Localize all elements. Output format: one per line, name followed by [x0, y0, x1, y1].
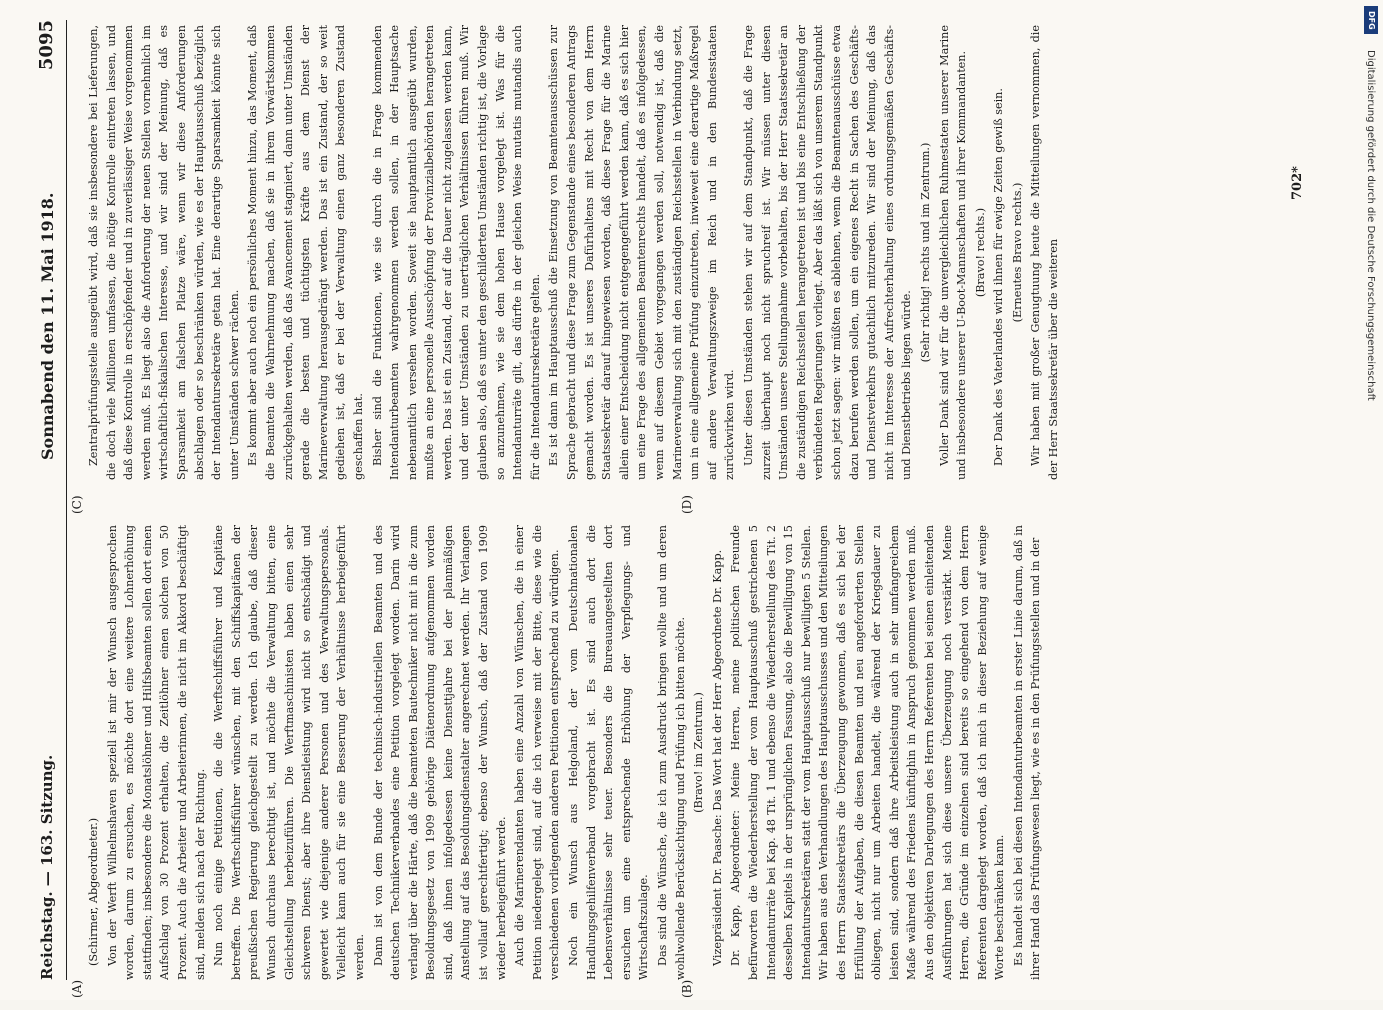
- paragraph: Noch ein Wunsch aus Helgoland, der vom Deutschnationalen Handlungsgehilfenverband vorgebracht ist. Es sind auch dort die Lebensverhältnisse sehr teuer. Besonders die Bureauangestellten dort ersuchen um eine entsprechende Erhöhung der Verpflegungs- und Wirtschaftszulage.: [567, 525, 651, 980]
- header-date: Sonnabend den 11. Mai 1918.: [38, 192, 57, 460]
- paragraph: Von der Werft Wilhelmshaven speziell ist mir der Wunsch ausgesprochen worden, darum zu ersuchen, es möchte dort eine weitere Lohnerhöhung stattfinden; insbesondere die Monatslöhner und Hilfsbeamten sollen dort einen Aufschlag von 30 Prozent erhalten, die Zeitlöhner einen solchen von 50 Prozent. Auch die Arbeiter und Arbeiterinnen, die nicht im Akkord beschäftigt sind, melden sich nach der Richtung.: [105, 525, 207, 980]
- paragraph: Auch die Marinerendanten haben eine Anzahl von Wünschen, die in einer Petition niedergelegt sind, auf die ich verweise mit der Bitte, diese wie die verschiedenen vorliegenden anderen Petitionen entsprechend zu würdigen.: [513, 525, 562, 980]
- paragraph: Wir haben mit großer Genugtuung heute die Mitteilungen vernommen, die der Herr Staatssekretär über die weiteren: [1029, 25, 1061, 480]
- interjection: (Bravo! rechts.): [973, 207, 987, 298]
- interjection: (Sehr richtig! rechts und im Zentrum.): [918, 142, 932, 363]
- paragraph: Der Dank des Vaterlandes wird ihnen für ewige Zeiten gewiß sein.: [992, 88, 1006, 466]
- paragraph: (Schirmer, Abgeordneter.): [87, 817, 100, 966]
- digitization-note-text: Digitalisierung gefördert durch die Deutsche Forschungsgemeinschaft: [1365, 50, 1376, 401]
- left-column: [85, 525, 1285, 980]
- paragraph: Dann ist von dem Bunde der technisch-industriellen Beamten und des deutschen Technikerverbandes eine Petition vorgelegt worden. Darin wird verlangt über die Härte, daß die beamteten Bautechniker nicht mit in die zum Besoldungsgesetz von 1909 gehörige Diätenordnung aufgenommen worden sind, daß ihnen infolgedessen keine Diensttjahre bei der planmäßigen Anstellung auf das Besoldungsdienstalter angerechnet werden. Ihr Verlangen ist vollauf gerechtfertigt; ebenso der Wunsch, daß der Zustand von 1909 wieder herbeigeführt werde.: [371, 525, 508, 980]
- paragraph: Nun noch einige Petitionen, die die Werftschiffsführer und Kapitäne betreffen. Die Werftschiffsführer wünschen, mit den Schiffskapitänen der preußischen Regierung gleichgestellt zu werden. Ich glaube, daß dieser Wunsch durchaus berechtigt ist, und möchte die Verwaltung bitten, eine Gleichstellung herbeizuführen. Die Werftmaschinisten haben einen sehr schweren Dienst; aber ihre Dienstleistung wird nicht so entschädigt und gewertet wie diejenige anderer Personen und des Verwaltungspersonals. Vielleicht kann auch für sie eine Besserung der Verhältnisse herbeigeführt werden.: [212, 525, 366, 980]
- header-page-number: 5095: [36, 20, 57, 71]
- interjection: (Bravo! im Zentrum.): [692, 692, 706, 813]
- digitization-note: [1358, 10, 1378, 990]
- paragraph: Vizepräsident Dr. Paasche: Das Wort hat der Herr Abgeordnete Dr. Kapp.: [710, 549, 724, 966]
- interjection: (Erneutes Bravo rechts.): [1010, 182, 1024, 323]
- margin-marker-a: (A): [70, 979, 84, 998]
- paragraph: Dr. Kapp, Abgeordneter: Meine Herren, meine politischen Freunde befürworten die Wiederherstellung der vom Hauptausschuß gestrichenen 5 Intendanturräte bei Kap. 48 Tit. 1 und ebenso die Wiederherstellung des Tit. 2 desselben Kapitels in der ursprünglichen Fassung, also die Bewilligung von 15 Intendantursekretären statt der vom Hauptausschuß nur bewilligten 5 Stellen. Wir haben aus den Verhandlungen des Hauptausschusses und den Mitteilungen des Herrn Staatssekretärs die Überzeugung gewonnen, daß es sich bei der Erfüllung der Aufgaben, die diesen Beamten und neu angeforderten Stellen obliegen, nicht nur um Arbeiten handelt, die während der Kriegsdauer zu leisten sind, sondern daß ihre Arbeitsleistung auch in sehr umfangreichem Maße während des Friedens künftighin in Anspruch genommen werden muß. Aus den objektiven Darlegungen des Herrn Referenten bei seinen einleitenden Ausführungen hat sich diese unsere Überzeugung noch verstärkt. Meine Herren, die Gründe im einzelnen sind bereits so eingehend von dem Herrn Referenten dargelegt worden, daß ich mich in dieser Beziehung auf wenige Worte beschränken kann.: [729, 525, 1007, 980]
- page-header: [30, 20, 70, 980]
- paragraph: Voller Dank sind wir für die unvergleichlichen Ruhmestaten unserer Marine und insbesondere unserer U-Boot-Mannschaften und ihrer Kommandanten.: [937, 25, 969, 480]
- paragraph: Das sind die Wünsche, die ich zum Ausdruck bringen wollte und um deren wohlwollende Berücksichtigung und Prüfung ich bitten möchte.: [656, 525, 687, 980]
- right-column: [85, 25, 1285, 480]
- header-session: Reichstag. — 163. Sitzung.: [38, 754, 56, 980]
- margin-marker-b: (B): [680, 979, 694, 998]
- header-rule: [66, 20, 67, 980]
- margin-marker-c: (C): [70, 495, 84, 514]
- paragraph: Zentralprüfungsstelle ausgeübt wird, daß sie insbesondere bei Lieferungen, die doch viele Millionen umfassen, die nötige Kontrolle eintreten lassen, und daß diese Kontrolle in erschöpfender und in zuverlässiger Weise vorgenommen werden muß. Es liegt also die Anforderung der neuen Stellen vornehmlich im wirtschaftlich-fiskalischen Interesse, und wir sind der Meinung, daß es Sparsamkeit am falschen Platze wäre, wenn wir diese Anforderungen abschlagen oder so beschränken würden, wie es der Hauptausschuß bezüglich der Intendantursekretäre getan hat. Eine derartige Sparsamkeit könnte sich unter Umständen schwer rächen.: [87, 25, 241, 480]
- dfg-logo: DFG: [1364, 6, 1378, 34]
- paragraph: Es kommt aber auch noch ein persönliches Moment hinzu, das Moment, daß die Beamten die Wahrnehmung machen, daß sie in ihrem Vorwärtskommen zurückgehalten werden, daß das Avancement stagniert, dann unter Umständen gerade die besten und tüchtigsten Kräfte aus dem Dienst der Marineverwaltung herausgedrängt werden. Das ist ein Zustand, der so weit gediehen ist, daß er bei der Verwaltung einen ganz besonderen Zustand geschaffen hat.: [246, 25, 365, 480]
- paragraph: Unter diesen Umständen stehen wir auf dem Standpunkt, daß die Frage zurzeit überhaupt noch nicht spruchreif ist. Wir müssen unter diesen Umständen unsere Stellungnahme vorbehalten, bis der Herr Staatssekretär an die zuständigen Reichsstellen herangetreten ist und bis eine Entschließung der verbündeten Regierungen vorliegt. Aber das läßt sich von unserem Standpunkt schon jetzt sagen: wir müßten es ablehnen, wenn die Beamtenausschüsse etwa dazu berufen werden sollen, um ein eigenes Recht in Sachen des Geschäfts- und Dienstverkehrs gutachtlich mitzureden. Wir sind der Meinung, daß das nicht im Interesse der Aufrechterhaltung eines ordnungsgemäßen Geschäfts- und Dienstbetriebs liegen würde.: [741, 25, 914, 480]
- paragraph: Es handelt sich bei diesen Intendanturbeamten in erster Linie darum, daß in ihrer Hand das Prüfungswesen liegt, wie es in den Prüfungsstellen und in der: [1011, 525, 1043, 980]
- paragraph: Es ist dann im Hauptausschuß die Einsetzung von Beamtenausschüssen zur Sprache gebracht und diese Frage zum Gegenstande eines besonderen Antrags gemacht worden. Es ist unseres Dafürhaltens mit Recht von dem Herrn Staatssekretär darauf hingewiesen worden, daß diese Frage für die Marine allein einer Entscheidung nicht entgegengeführt werden kann, daß es sich hier um eine Frage des allgemeinen Beamtenrechts handelt, daß es infolgedessen, wenn auf diesem Gebiet vorgegangen werden soll, notwendig ist, daß die Marineverwaltung sich mit den zuständigen Reichsstellen in Verbindung setzt, um in eine allgemeine Prüfung einzutreten, inwieweit eine derartige Maßregel auf andere Verwaltungszweige im Reich und in den Bundesstaaten zurückwirken wird.: [547, 25, 737, 480]
- footer-number: 702*: [1290, 166, 1305, 200]
- margin-marker-d: (D): [680, 495, 694, 514]
- paragraph: Bisher sind die Funktionen, wie sie durch die in Frage kommenden Intendanturbeamten wahrgenommen werden sollen, in der Hauptsache nebenamtlich versehen worden. Soweit sie hauptamtlich ausgeübt wurden, mußte an eine personelle Ausschöpfung der Provinzialbehörden herangetreten werden. Das ist ein Zustand, der auf die Dauer nicht zugelassen werden kann, und der unter Umständen zu unerträglichen Verhältnissen führen muß. Wir glauben also, daß es unter den geschilderten Umständen richtig ist, die Vorlage so anzunehmen, wie sie dem hohen Hause vorgelegt ist. Was für die Intendanturräte gilt, das dürfte in der gleichen Weise mutatis mutandis auch für die Intendantursekretäre gelten.: [370, 25, 542, 480]
